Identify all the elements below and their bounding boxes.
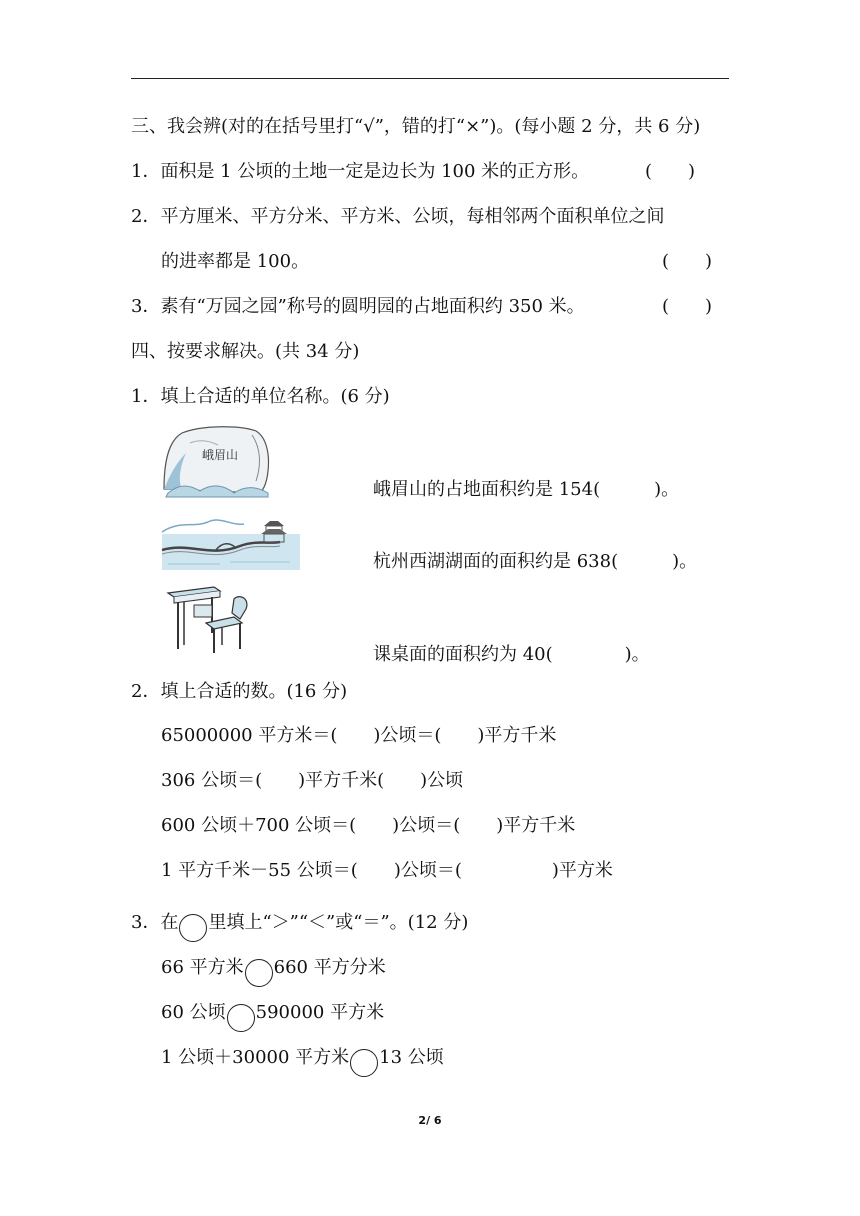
compare-circle-1[interactable] <box>245 959 273 987</box>
west-lake-icon <box>160 512 302 572</box>
compare-left: 1 公顷＋30000 平方米 <box>161 1047 350 1068</box>
page-number: 2/ 6 <box>418 1114 442 1127</box>
emei-sign-text: 峨眉山 <box>202 448 239 462</box>
question-2-line2: 的进率都是 100。 <box>161 251 310 272</box>
part1-item-1: 峨眉山的占地面积约是 154( )。 <box>373 479 680 500</box>
part3-title-before: 3．在 <box>131 912 179 933</box>
part2-line-4: 1 平方千米－55 公顷＝( )公顷＝( )平方米 <box>161 860 613 881</box>
part3-title <box>131 911 468 942</box>
compare-circle-2[interactable] <box>227 1004 255 1032</box>
compare-right: 660 平方分米 <box>273 957 386 978</box>
compare-row-1 <box>161 956 386 987</box>
question-2-answer-paren[interactable]: ( ) <box>662 251 713 272</box>
compare-row-2 <box>161 1001 384 1032</box>
part2-line-2: 306 公顷＝( )平方千米( )公顷 <box>161 770 464 791</box>
emei-mountain-icon <box>160 423 272 498</box>
section3-heading: 三、我会辨(对的在括号里打“√”，错的打“×”)。(每小题 2 分，共 6 分) <box>131 116 701 137</box>
compare-row-3 <box>161 1046 444 1077</box>
circle-icon <box>179 914 207 942</box>
part2-title: 2．填上合适的数。(16 分) <box>131 681 348 702</box>
part1-item-2: 杭州西湖湖面的面积约是 638( )。 <box>373 551 698 572</box>
part3-title-after: 里填上“＞”“＜”或“＝”。(12 分) <box>208 912 469 933</box>
compare-right: 13 公顷 <box>379 1047 444 1068</box>
compare-circle-3[interactable] <box>350 1049 378 1077</box>
question-1-text: 1．面积是 1 公顷的土地一定是边长为 100 米的正方形。 <box>131 161 590 182</box>
question-1-answer-paren[interactable]: ( ) <box>645 161 696 182</box>
compare-left: 60 公顷 <box>161 1002 226 1023</box>
question-3-answer-paren[interactable]: ( ) <box>662 296 713 317</box>
part2-line-1: 65000000 平方米＝( )公顷＝( )平方千米 <box>161 725 557 746</box>
section4-heading: 四、按要求解决。(共 34 分) <box>131 341 360 362</box>
header-rule <box>131 78 729 79</box>
compare-left: 66 平方米 <box>161 957 244 978</box>
part2-line-3: 600 公顷＋700 公顷＝( )公顷＝( )平方千米 <box>161 815 576 836</box>
desk-chair-icon <box>164 583 252 657</box>
part1-title: 1．填上合适的单位名称。(6 分) <box>131 386 390 407</box>
question-3-text: 3．素有“万园之园”称号的圆明园的占地面积约 350 米。 <box>131 296 585 317</box>
part1-item-3: 课桌面的面积约为 40( )。 <box>373 644 650 665</box>
compare-right: 590000 平方米 <box>255 1002 385 1023</box>
question-2-line1: 2．平方厘米、平方分米、平方米、公顷，每相邻两个面积单位之间 <box>131 206 665 227</box>
